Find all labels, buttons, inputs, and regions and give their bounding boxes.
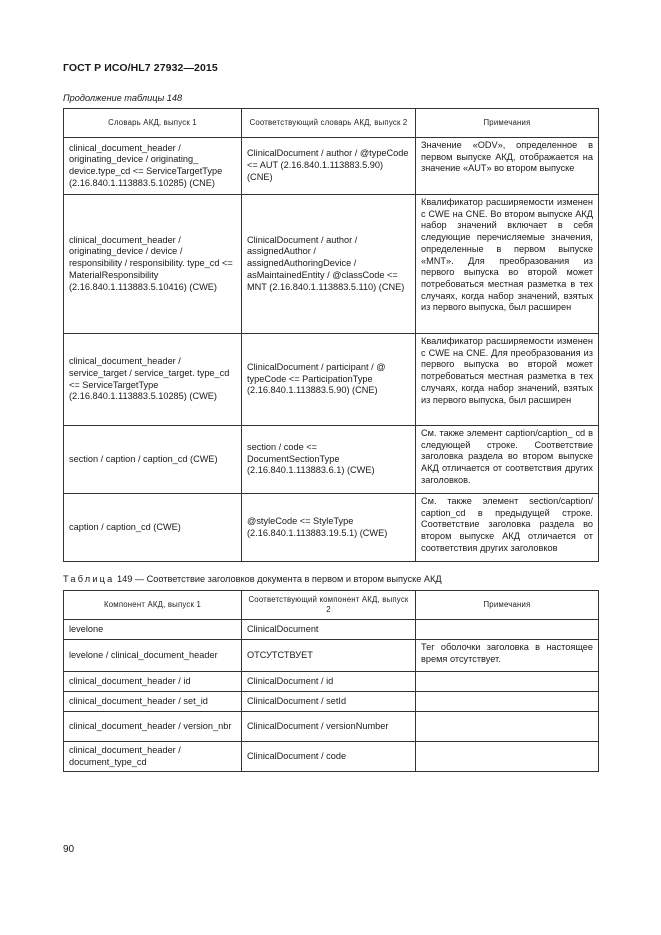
release1-cell: clinical_document_header / originating_device / device / responsibility / responsibility. type_cd <= MaterialResponsibility (2.16.840.1.113883.5.10416) (CWE) — [64, 195, 242, 334]
note-cell: Значение «ODV», определенное в первом выпуске АКД, отображается на значение «AUT» во втором выпуске — [416, 138, 599, 195]
release1-cell: clinical_document_header / id — [64, 672, 242, 692]
release2-cell: ClinicalDocument / participant / @ typeCode <= ParticipationType (2.16.840.1.113883.5.90) (CNE) — [242, 334, 416, 426]
release2-cell: ClinicalDocument / id — [242, 672, 416, 692]
release2-cell: ОТСУТСТВУЕТ — [242, 640, 416, 672]
table-row — [64, 640, 599, 672]
release2-cell: section / code <= DocumentSectionType (2.16.840.1.113883.6.1) (CWE) — [242, 426, 416, 494]
column-header-release2: Соответствующий словарь АКД, выпуск 2 — [242, 109, 416, 138]
release1-cell: caption / caption_cd (CWE) — [64, 494, 242, 562]
table-header-row — [64, 109, 599, 138]
column-header-release1: Словарь АКД, выпуск 1 — [64, 109, 242, 138]
table-row — [64, 426, 599, 494]
table-row — [64, 672, 599, 692]
release2-cell: @styleCode <= StyleType (2.16.840.1.113883.19.5.1) (CWE) — [242, 494, 416, 562]
table-row — [64, 620, 599, 640]
table-149-caption-label: Таблица — [63, 574, 115, 584]
column-header-notes: Примечания — [416, 591, 599, 620]
column-header-release1: Компонент АКД, выпуск 1 — [64, 591, 242, 620]
table-149-caption — [63, 574, 442, 584]
note-cell — [416, 712, 599, 742]
release2-cell: ClinicalDocument / author / assignedAuthor / assignedAuthoringDevice / asMaintainedEntity / @classCode <= MNT (2.16.840.1.113883.5.110) (CNE) — [242, 195, 416, 334]
release2-cell: ClinicalDocument / versionNumber — [242, 712, 416, 742]
note-cell: Квалификатор расширяемости изменен с CWE на CNE. Во втором выпуске АКД набор значений включает в себя следующие перечисляемые значения, определенные в первом выпуске «MNT». Для преобразования из первого выпуска во второй может потребоваться местная разметка в тех случаях, когда набор значений, взятых из первого выпуска, был расширен — [416, 195, 599, 334]
release1-cell: levelone / clinical_document_header — [64, 640, 242, 672]
table-148 — [63, 108, 599, 562]
table-row — [64, 195, 599, 334]
table-row — [64, 138, 599, 195]
release1-cell: clinical_document_header / document_type_cd — [64, 742, 242, 772]
note-cell: Квалификатор расширяемости изменен с CWE на CNE. Для преобразования из первого выпуска во второй может потребоваться местная разметка в тех случаях, когда набор значений, взятых из первого выпуска, был расширен — [416, 334, 599, 426]
table-row — [64, 712, 599, 742]
note-cell: См. также элемент section/caption/ caption_cd в предыдущей строке. Соответствие заголовка раздела во втором выпуске АКД отличается от соответствия других заголовков — [416, 494, 599, 562]
column-header-notes: Примечания — [416, 109, 599, 138]
table-row — [64, 494, 599, 562]
release2-cell: ClinicalDocument — [242, 620, 416, 640]
note-cell: Тег оболочки заголовка в настоящее время отсутствует. — [416, 640, 599, 672]
note-cell — [416, 672, 599, 692]
release1-cell: clinical_document_header / set_id — [64, 692, 242, 712]
page-number: 90 — [63, 844, 75, 855]
release1-cell: clinical_document_header / version_nbr — [64, 712, 242, 742]
note-cell — [416, 620, 599, 640]
table-149-caption-text: 149 — Соответствие заголовков документа в первом и втором выпуске АКД — [114, 574, 442, 584]
note-cell — [416, 692, 599, 712]
column-header-release2: Соответствующий компонент АКД, выпуск 2 — [242, 591, 416, 620]
release1-cell: section / caption / caption_cd (CWE) — [64, 426, 242, 494]
standard-header: ГОСТ Р ИСО/HL7 27932—2015 — [63, 62, 218, 74]
table-row — [64, 334, 599, 426]
release2-cell: ClinicalDocument / author / @typeCode <= AUT (2.16.840.1.113883.5.90) (CNE) — [242, 138, 416, 195]
note-cell — [416, 742, 599, 772]
table-149 — [63, 590, 599, 772]
release2-cell: ClinicalDocument / code — [242, 742, 416, 772]
table-row — [64, 742, 599, 772]
table-row — [64, 692, 599, 712]
release1-cell: clinical_document_header / service_target / service_target. type_cd <= ServiceTargetType (2.16.840.1.113883.5.10285) (CWE) — [64, 334, 242, 426]
table-148-continuation-caption: Продолжение таблицы 148 — [63, 93, 183, 103]
release1-cell: levelone — [64, 620, 242, 640]
note-cell: См. также элемент caption/caption_ cd в следующей строке. Соответствие заголовка раздела во втором выпуске АКД отличается от соответствия других заголовков. — [416, 426, 599, 494]
table-header-row — [64, 591, 599, 620]
release2-cell: ClinicalDocument / setId — [242, 692, 416, 712]
release1-cell: clinical_document_header / originating_device / originating_ device.type_cd <= ServiceTargetType (2.16.840.1.113883.5.10285) (CNE) — [64, 138, 242, 195]
